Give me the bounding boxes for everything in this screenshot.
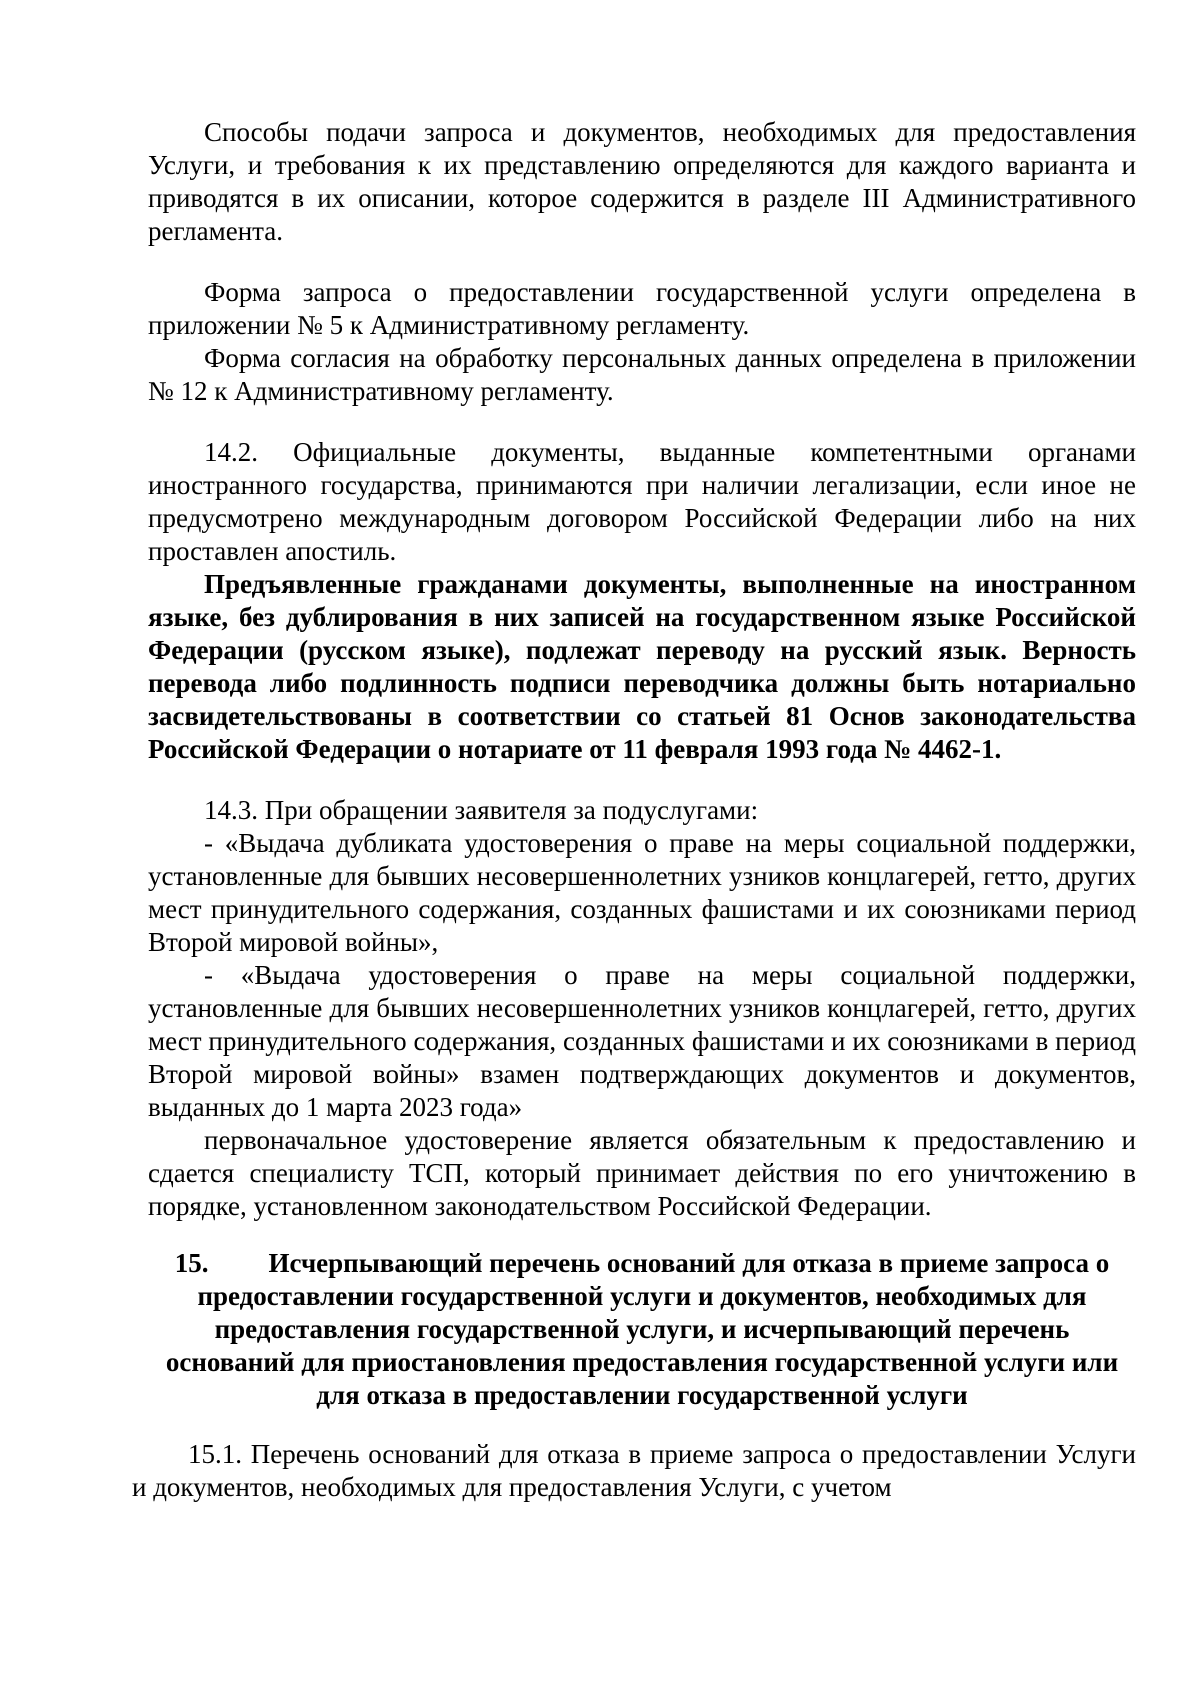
section-number: 15. xyxy=(174,1248,209,1278)
paragraph-15-1: 15.1. Перечень оснований для отказа в приеме запроса о предоставлении Услуги и документов, необходимых для предоставления Услуги, с учетом xyxy=(132,1439,1136,1502)
paragraph-original-certificate: первоначальное удостоверение является обязательным к предоставлению и сдается специалисту ТСП, который принимает действия по его уничтожению в порядке, установленном законодательством Российской Федерации. xyxy=(148,1125,1136,1221)
paragraph-submission-methods: Способы подачи запроса и документов, необходимых для предоставления Услуги, и требования к их представлению определяются для каждого варианта и приводятся в их описании, которое содержится в разделе III Административного регламента. xyxy=(148,117,1136,246)
paragraph-14-2: 14.2. Официальные документы, выданные компетентными органами иностранного государства, принимаются при наличии легализации, если иное не предусмотрено международным договором Российской Федерации либо на них проставлен апостиль. xyxy=(148,437,1136,566)
section-title: Исчерпывающий перечень оснований для отказа в приеме запроса о предоставлении государственной услуги и документов, необходимых для предоставления государственной услуги, и исчерпывающий перечень оснований для приостановления предоставления государственной услуги или для отказа в предоставлении государственной услуги xyxy=(165,1248,1119,1410)
paragraph-consent-form: Форма согласия на обработку персональных данных определена в приложении № 12 к Административному регламенту. xyxy=(148,343,1136,406)
paragraph-translation-requirements: Предъявленные гражданами документы, выполненные на иностранном языке, без дублирования в них записей на государственном языке Российской Федерации (русском языке), подлежат переводу на русский язык. Верность перевода либо подлинность подписи переводчика должны быть нотариально засвидетельствованы в соответствии со статьей 81 Основ законодательства Российской Федерации о нотариате от 11 февраля 1993 года № 4462-1. xyxy=(148,569,1136,764)
section-15-heading xyxy=(148,1247,1136,1412)
paragraph-14-3: 14.3. При обращении заявителя за подуслугами: xyxy=(204,795,759,825)
paragraph-request-form: Форма запроса о предоставлении государственной услуги определена в приложении № 5 к Административному регламенту. xyxy=(148,277,1136,340)
document-body xyxy=(132,116,1136,1504)
list-item-duplicate-certificate: - «Выдача дубликата удостоверения о праве на меры социальной поддержки, установленные для бывших несовершеннолетних узников концлагерей, гетто, других мест принудительного содержания, созданных фашистами и их союзниками период Второй мировой войны», xyxy=(148,828,1136,957)
list-item-certificate-replacement: - «Выдача удостоверения о праве на меры социальной поддержки, установленные для бывших несовершеннолетних узников концлагерей, гетто, других мест принудительного содержания, созданных фашистами и их союзниками в период Второй мировой войны» взамен подтверждающих документов и документов, выданных до 1 марта 2023 года» xyxy=(148,960,1136,1122)
